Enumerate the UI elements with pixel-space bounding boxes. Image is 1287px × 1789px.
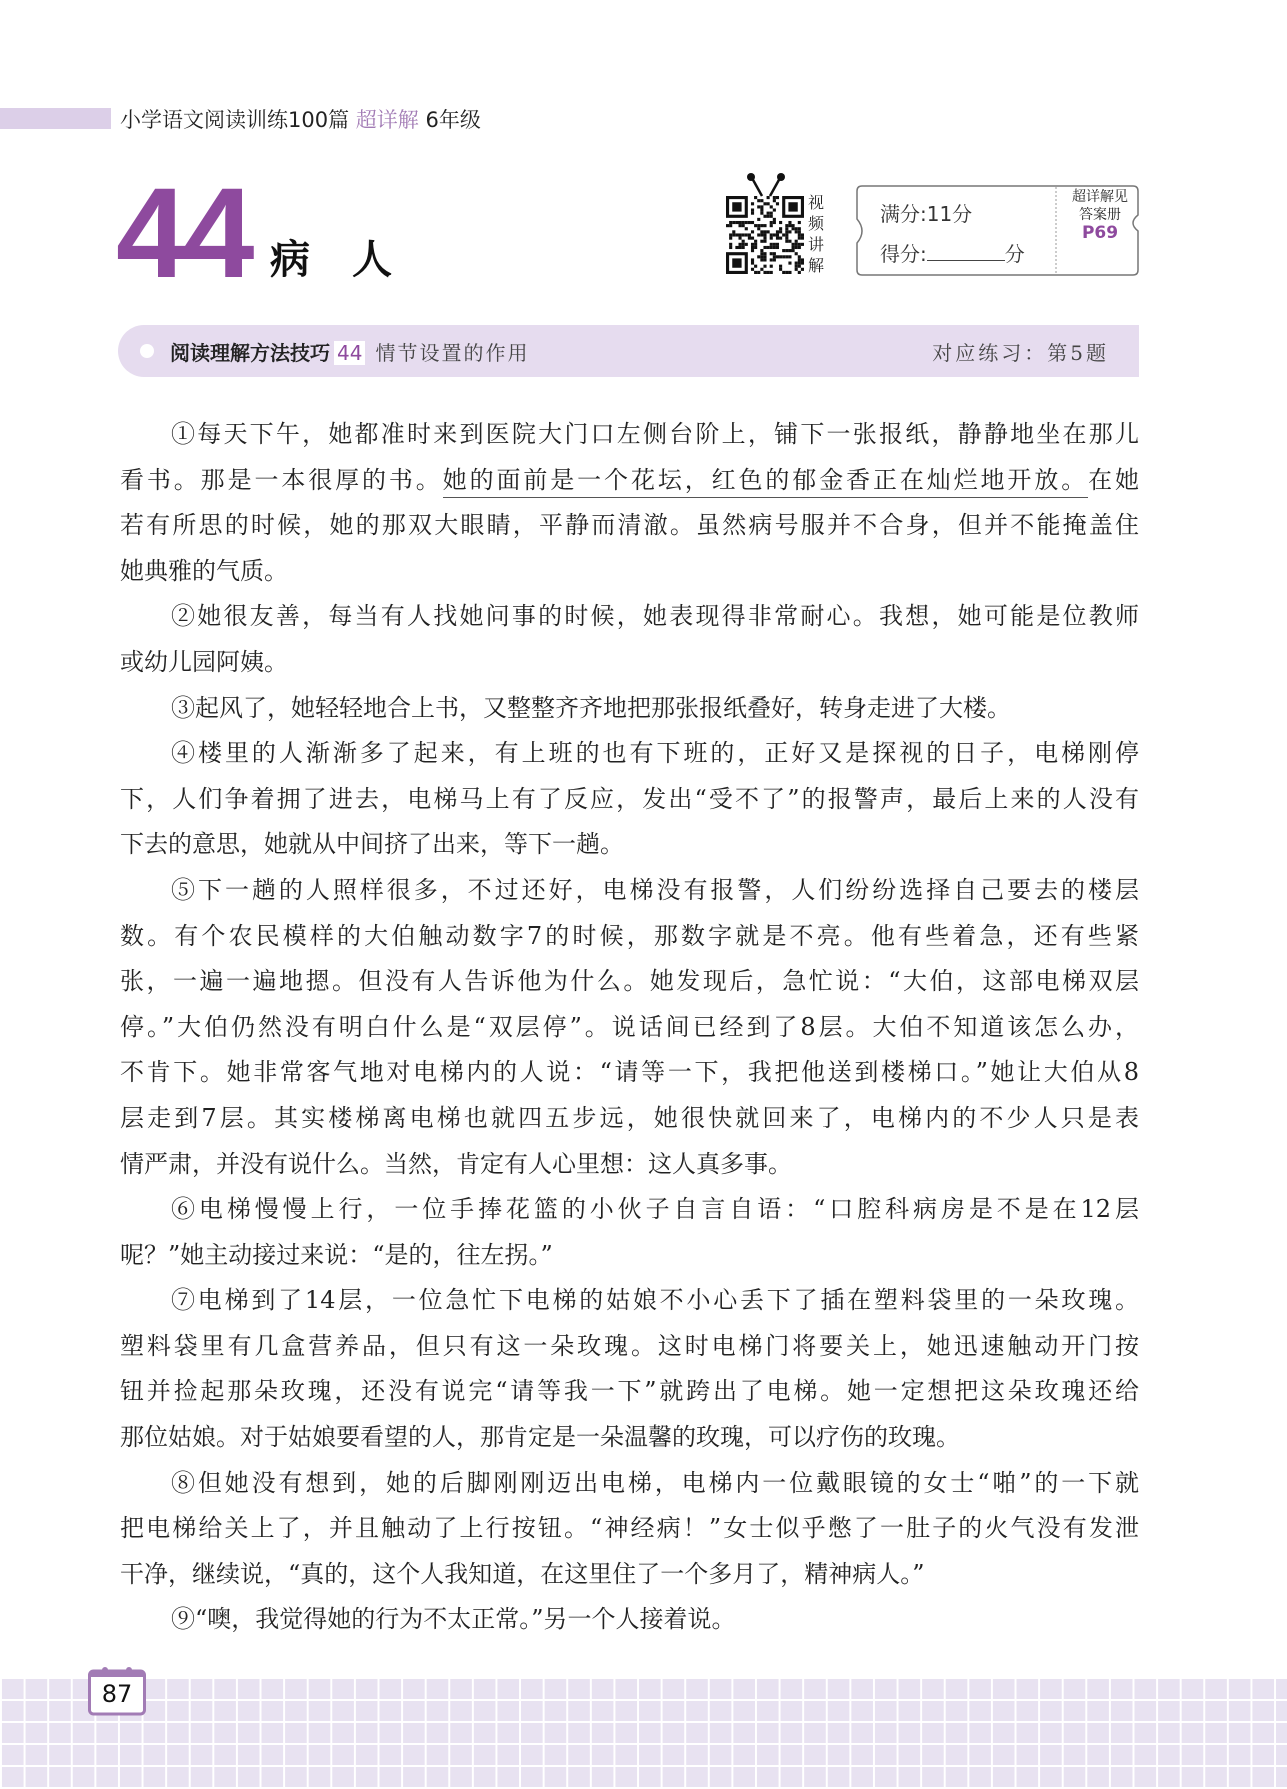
text-segment: 若有所思的时候，她的那双大眼睛，平静而清澈。虽然病号服并不合身，但并不能掩盖住 bbox=[120, 511, 1139, 540]
paragraph-line bbox=[120, 1233, 1139, 1279]
practice-reference: 对应练习：第5题 bbox=[932, 341, 1109, 365]
answer-reference bbox=[1060, 188, 1140, 242]
paragraph bbox=[120, 594, 1139, 685]
underlined-sentence: 她的面前是一个花坛，红色的郁金香正在灿烂地开放。 bbox=[443, 466, 1088, 498]
qr-code-icon[interactable] bbox=[726, 196, 804, 274]
paragraph-line bbox=[120, 1506, 1139, 1552]
text-segment: ⑦电梯到了14层，一位急忙下电梯的姑娘不小心丢下了插在塑料袋里的一朵玫瑰。 bbox=[171, 1286, 1139, 1315]
footer-grid-band bbox=[0, 1677, 1287, 1789]
paragraph-line bbox=[120, 1050, 1139, 1096]
paragraph-line bbox=[120, 1096, 1139, 1142]
text-segment: 数。有个农民模样的大伯触动数字7的时候，那数字就是不亮。他有些着急，还有些紧 bbox=[120, 921, 1139, 950]
text-segment: 呢？”她主动接过来说：“是的，往左拐。” bbox=[120, 1240, 553, 1269]
text-segment: 或幼儿园阿姨。 bbox=[120, 647, 288, 676]
paragraph-line bbox=[120, 503, 1139, 549]
text-segment: 钮并捡起那朵玫瑰，还没有说完“请等我一下”就跨出了电梯。她一定想把这朵玫瑰还给 bbox=[120, 1377, 1139, 1406]
paragraph bbox=[120, 868, 1139, 1187]
text-segment: 情严肃，并没有说什么。当然，肯定有人心里想：这人真多事。 bbox=[120, 1149, 792, 1178]
method-label bbox=[170, 337, 529, 366]
lesson-title: 病人 bbox=[270, 237, 434, 283]
grade-label: 6年级 bbox=[425, 108, 481, 132]
page-number: 87 bbox=[101, 1680, 133, 1708]
method-topic: 情节设置的作用 bbox=[375, 341, 530, 365]
paragraph-line bbox=[120, 822, 1139, 868]
text-segment: 停。”大伯仍然没有明白什么是“双层停”。说话间已经到了8层。大伯不知道该怎么办， bbox=[120, 1012, 1139, 1041]
text-segment: 干净，继续说，“真的，这个人我知道，在这里住了一个多月了，精神病人。” bbox=[120, 1559, 925, 1588]
answer-ref-line: 超详解见 bbox=[1072, 189, 1128, 205]
paragraph bbox=[120, 686, 1139, 732]
paragraph-line bbox=[120, 1415, 1139, 1461]
text-segment: ④楼里的人渐渐多了起来，有上班的也有下班的，正好又是探视的日子，电梯刚停 bbox=[171, 739, 1139, 768]
text-segment: ⑤下一趟的人照样很多，不过还好，电梯没有报警，人们纷纷选择自己要去的楼层 bbox=[171, 875, 1139, 904]
text-segment: ③起风了，她轻轻地合上书，又整整齐齐地把那张报纸叠好，转身走进了大楼。 bbox=[171, 693, 1011, 722]
book-header bbox=[120, 104, 481, 134]
paragraph-line bbox=[120, 868, 1139, 914]
text-segment: 那位姑娘。对于姑娘要看望的人，那肯定是一朵温馨的玫瑰，可以疗伤的玫瑰。 bbox=[120, 1423, 960, 1452]
obtained-score-label: 得分: bbox=[880, 242, 927, 266]
text-segment: ⑥电梯慢慢上行，一位手捧花篮的小伙子自言自语：“口腔科病房是不是在12层 bbox=[171, 1195, 1139, 1224]
series-highlight: 超详解 bbox=[355, 108, 419, 132]
paragraph-line bbox=[120, 914, 1139, 960]
answer-ref-line: 答案册 bbox=[1079, 207, 1121, 223]
answer-ref-page: P69 bbox=[1081, 223, 1119, 243]
score-input-blank[interactable] bbox=[927, 242, 1005, 261]
paragraph-line bbox=[120, 1278, 1139, 1324]
article-body bbox=[120, 412, 1139, 1643]
paragraph-line bbox=[120, 686, 1139, 732]
video-explanation-label bbox=[808, 192, 830, 276]
text-segment: 塑料袋里有几盒营养品，但只有这一朵玫瑰。这时电梯门将要关上，她迅速触动开门按 bbox=[120, 1331, 1139, 1360]
method-banner bbox=[118, 325, 1139, 377]
qr-label-char: 频 bbox=[808, 214, 825, 233]
text-segment: ②她很友善，每当有人找她问事的时候，她表现得非常耐心。我想，她可能是位教师 bbox=[171, 602, 1139, 631]
paragraph-line bbox=[120, 1324, 1139, 1370]
paragraph-line bbox=[120, 549, 1139, 595]
series-title: 小学语文阅读训练100篇 bbox=[120, 108, 350, 132]
paragraph-line bbox=[120, 412, 1139, 458]
lesson-number: 44 bbox=[116, 162, 251, 305]
paragraph-line bbox=[120, 1369, 1139, 1415]
paragraph bbox=[120, 412, 1139, 594]
text-segment: 她典雅的气质。 bbox=[120, 556, 288, 585]
paragraph bbox=[120, 1278, 1139, 1460]
text-segment: ⑨“噢，我觉得她的行为不太正常。”另一个人接着说。 bbox=[171, 1605, 736, 1634]
text-segment: ⑧但她没有想到，她的后脚刚刚迈出电梯，电梯内一位戴眼镜的女士“啪”的一下就 bbox=[171, 1468, 1139, 1497]
paragraph-line bbox=[120, 1461, 1139, 1507]
qr-label-char: 视 bbox=[808, 193, 825, 212]
paragraph-line bbox=[120, 640, 1139, 686]
header-color-bar bbox=[0, 108, 111, 129]
full-score: 满分:11分 bbox=[880, 202, 973, 226]
paragraph-line bbox=[120, 1597, 1139, 1643]
qr-label-char: 解 bbox=[808, 256, 825, 275]
paragraph-line bbox=[120, 1142, 1139, 1188]
paragraph bbox=[120, 1187, 1139, 1278]
qr-label-char: 讲 bbox=[808, 235, 825, 254]
bullet-dot-icon bbox=[140, 344, 154, 358]
text-segment: ①每天下午，她都准时来到医院大门口左侧台阶上，铺下一张报纸，静静地坐在那儿 bbox=[171, 420, 1139, 448]
text-segment: 层走到7层。其实楼梯离电梯也就四五步远，她很快就回来了，电梯内的不少人只是表 bbox=[120, 1103, 1139, 1132]
paragraph bbox=[120, 1461, 1139, 1598]
obtained-score bbox=[880, 238, 1025, 267]
paragraph bbox=[120, 1597, 1139, 1643]
text-segment: 下去的意思，她就从中间挤了出来，等下一趟。 bbox=[120, 830, 624, 859]
paragraph-line bbox=[120, 777, 1139, 823]
text-segment: 张，一遍一遍地摁。但没有人告诉他为什么。她发现后，急忙说：“大伯，这部电梯双层 bbox=[120, 967, 1139, 996]
paragraph-line bbox=[120, 458, 1139, 504]
text-segment: 看书。那是一本很厚的书。 bbox=[120, 465, 443, 494]
paragraph-line bbox=[120, 1187, 1139, 1233]
paragraph-line bbox=[120, 731, 1139, 777]
qr-antenna-icon bbox=[738, 172, 794, 198]
text-segment: 把电梯给关上了，并且触动了上行按钮。“神经病！”女士似乎憋了一肚子的火气没有发泄 bbox=[120, 1514, 1139, 1543]
paragraph-line bbox=[120, 959, 1139, 1005]
paragraph-line bbox=[120, 1552, 1139, 1598]
method-label-text: 阅读理解方法技巧 bbox=[170, 341, 330, 365]
paragraph-line bbox=[120, 1005, 1139, 1051]
text-segment: 不肯下。她非常客气地对电梯内的人说：“请等一下，我把他送到楼梯口。”她让大伯从8 bbox=[120, 1058, 1139, 1087]
paragraph bbox=[120, 731, 1139, 868]
text-segment: 在她 bbox=[1088, 465, 1140, 494]
page-number-badge bbox=[88, 1666, 146, 1716]
text-segment: 下，人们争着拥了进去，电梯马上有了反应，发出“受不了”的报警声，最后上来的人没有 bbox=[120, 784, 1139, 813]
method-number: 44 bbox=[334, 341, 365, 365]
paragraph-line bbox=[120, 594, 1139, 640]
score-unit: 分 bbox=[1004, 242, 1025, 266]
